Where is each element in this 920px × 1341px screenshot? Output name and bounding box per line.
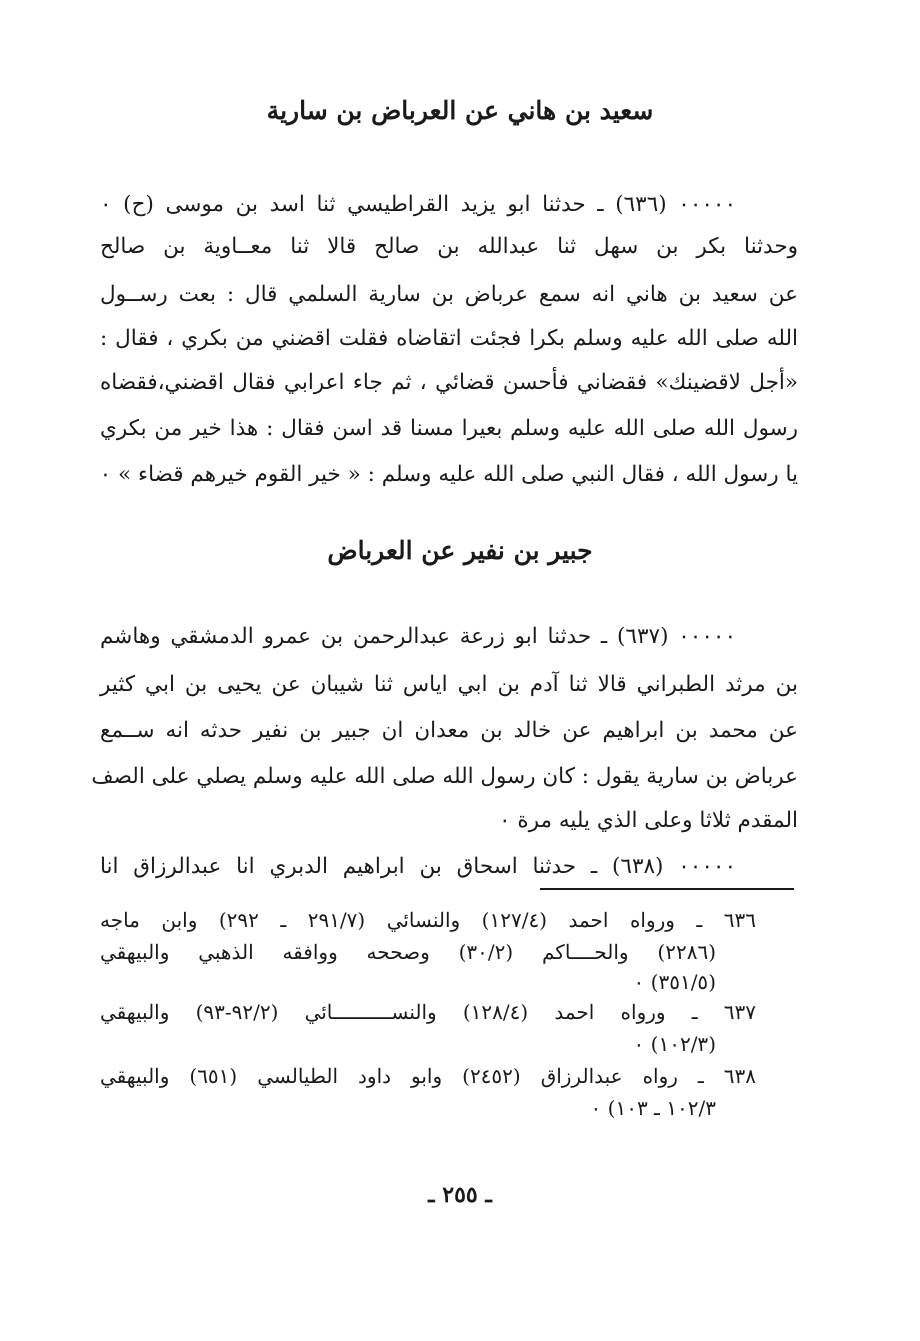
footnote-637-line-2: (١٠٢/٣) ٠ [633, 1032, 716, 1056]
footnote-636-line-2: (٢٢٨٦) والحــــاكم (٣٠/٢) وصححه ووافقه الذهبي والبيهقي [100, 940, 716, 964]
hadith-638-line-1: ٠٠٠٠٠ (٦٣٨) ـ حدثنا اسحاق بن ابراهيم الدبري انا عبدالرزاق انا [100, 854, 736, 879]
footnote-638-line-1: ٦٣٨ ـ رواه عبدالرزاق (٢٤٥٢) وابو داود الطيالسي (٦٥١) والبيهقي [100, 1064, 757, 1088]
hadith-637-line-2: بن مرثد الطبراني قالا ثنا آدم بن ابي اياس ثنا شيبان عن يحيى بن ابي كثير [100, 672, 798, 697]
hadith-636-line-7: يا رسول الله ، فقال النبي صلى الله عليه وسلم : « خير القوم خيرهم قضاء » ٠ [99, 462, 798, 487]
hadith-637-line-4: عرباض بن سارية يقول : كان رسول الله صلى الله عليه وسلم يصلي على الصف [91, 764, 798, 789]
hadith-636-line-6: رسول الله صلى الله عليه وسلم بعيرا مسنا قد اسن فقال : هذا خير من بكري [100, 416, 799, 441]
hadith-637-line-3: عن محمد بن ابراهيم عن خالد بن معدان ان جبير بن نفير حدثه انه ســمع [100, 718, 798, 743]
footnote-636-line-3: (٣٥١/٥) ٠ [633, 970, 716, 994]
hadith-636-line-3: عن سعيد بن هاني انه سمع عرباض بن سارية السلمي قال : بعت رســول [100, 282, 798, 307]
footnote-separator [540, 888, 794, 890]
footnote-636-line-1: ٦٣٦ ـ ورواه احمد (١٢٧/٤) والنسائي (٢٩١/٧ ـ ٢٩٢) وابن ماجه [100, 908, 756, 932]
hadith-637-line-1: ٠٠٠٠٠ (٦٣٧) ـ حدثنا ابو زرعة عبدالرحمن بن عمرو الدمشقي وهاشم [100, 624, 736, 649]
footnote-638-line-2: ١٠٢/٣ ـ ١٠٣) ٠ [590, 1096, 716, 1120]
section-heading-jubair: جبير بن نفير عن العرباض [327, 536, 593, 565]
footnote-637-line-1: ٦٣٧ ـ ورواه احمد (١٢٨/٤) والنســــــــــائي (٩٢/٢-٩٣) والبيهقي [100, 1000, 756, 1024]
hadith-636-line-4: الله صلى الله عليه وسلم بكرا فجئت اتقاضاه فقلت اقضني من بكري ، فقال : [100, 326, 798, 351]
hadith-636-line-5: «أجل لاقضينك» فقضاني فأحسن قضائي ، ثم جاء اعرابي فقال اقضني،فقضاه [100, 370, 798, 395]
hadith-637-line-5: المقدم ثلاثا وعلى الذي يليه مرة ٠ [499, 808, 798, 833]
page-number: ـ ٢٥٥ ـ [428, 1182, 492, 1208]
hadith-636-line-2: وحدثنا بكر بن سهل ثنا عبدالله بن صالح قالا ثنا معــاوية بن صالح [100, 234, 798, 259]
section-heading-saeed: سعيد بن هاني عن العرباض بن سارية [266, 96, 654, 125]
hadith-636-line-1: ٠٠٠٠٠ (٦٣٦) ـ حدثنا ابو يزيد القراطيسي ثنا اسد بن موسى (ح) ٠ [100, 192, 737, 217]
